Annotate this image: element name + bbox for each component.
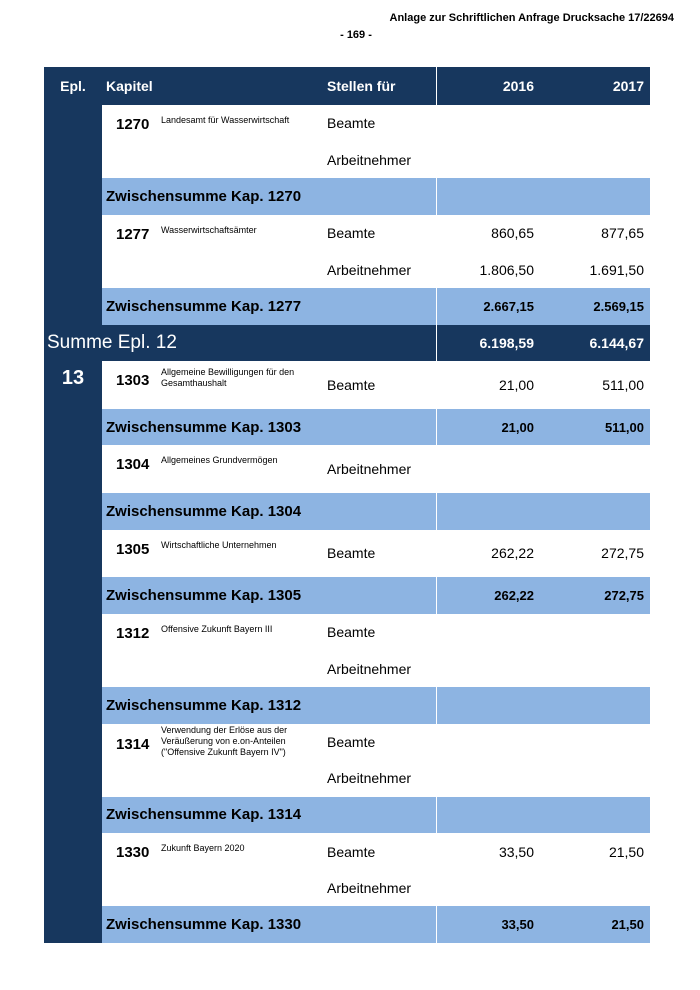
- value-2017: [540, 614, 650, 651]
- kapitel-description: Verwendung der Erlöse aus der Veräußerung von e.on-Anteilen ("Offensive Zukunft Bayern IV"): [161, 724, 288, 757]
- stellen-type: Arbeitnehmer: [327, 660, 412, 677]
- stellen-type: Arbeitnehmer: [327, 461, 412, 478]
- header-kapitel: Kapitel: [102, 67, 324, 105]
- table-row: [44, 833, 650, 870]
- kapitel-description: Wirtschaftliche Unternehmen: [161, 539, 277, 550]
- epl-total-2016: 6.198,59: [436, 325, 540, 362]
- subtotal-2016: [436, 178, 540, 215]
- header-stellen: Stellen für: [324, 67, 436, 105]
- value-2016: [436, 614, 540, 651]
- kapitel-number: 1304: [116, 456, 150, 474]
- value-2016: [436, 870, 540, 907]
- subtotal-2016: [436, 797, 540, 834]
- personnel-table: [44, 67, 650, 943]
- subtotal-2016: [436, 493, 540, 530]
- value-2016: [436, 760, 540, 797]
- value-2016: 262,22: [491, 545, 534, 562]
- subtotal-2017: [540, 178, 650, 215]
- subtotal-2016: 262,22: [436, 577, 540, 614]
- subtotal-label: Zwischensumme Kap. 1303: [106, 418, 302, 436]
- subtotal-label: Zwischensumme Kap. 1314: [106, 806, 302, 824]
- stellen-type: Arbeitnehmer: [327, 770, 412, 787]
- value-2016: [436, 445, 540, 493]
- value-2016: [436, 142, 540, 179]
- subtotal-2016: 21,00: [436, 409, 540, 446]
- kapitel-number: 1312: [116, 624, 150, 642]
- kapitel-number: 1305: [116, 540, 150, 558]
- epl-12-cell: [44, 105, 102, 325]
- table-row: [44, 105, 650, 142]
- value-2017: 511,00: [602, 376, 644, 393]
- kapitel-number: 1277: [116, 225, 150, 243]
- subtotal-label: Zwischensumme Kap. 1312: [106, 696, 302, 714]
- value-2016: 33,50: [498, 843, 534, 860]
- header-year-2016: 2016: [436, 67, 540, 105]
- value-2017: 272,75: [601, 545, 644, 562]
- value-2016: 1.806,50: [479, 261, 534, 278]
- subtotal-2017: [540, 797, 650, 834]
- table-row: [44, 445, 650, 493]
- subtotal-label: Zwischensumme Kap. 1330: [106, 916, 302, 934]
- subtotal-row: [44, 687, 650, 724]
- kapitel-description: Allgemeines Grundvermögen: [161, 455, 278, 466]
- document-reference: Anlage zur Schriftlichen Anfrage Drucksache 17/22694: [389, 12, 674, 24]
- table-header-row: [44, 67, 650, 105]
- epl-total-label: Summe Epl. 12: [44, 325, 436, 362]
- header-epl: Epl.: [44, 67, 102, 105]
- value-2016: 860,65: [491, 225, 534, 242]
- value-2017: [540, 105, 650, 142]
- epl-13-cell: [44, 361, 102, 943]
- kapitel-description: Allgemeine Bewilligungen für den Gesamthaushalt: [161, 367, 295, 389]
- subtotal-row: [44, 906, 650, 943]
- value-2017: 877,65: [601, 225, 644, 242]
- value-2017: [540, 142, 650, 179]
- kapitel-description: Offensive Zukunft Bayern III: [161, 623, 273, 634]
- stellen-type: Beamte: [327, 376, 376, 393]
- subtotal-2016: 2.667,15: [436, 288, 540, 325]
- table-row: [44, 724, 650, 761]
- value-2016: 21,00: [498, 376, 534, 393]
- kapitel-number: 1270: [116, 116, 150, 133]
- value-2017: [540, 724, 650, 761]
- stellen-type: Beamte: [327, 733, 376, 750]
- stellen-type: Beamte: [327, 225, 376, 242]
- subtotal-label: Zwischensumme Kap. 1270: [106, 187, 302, 205]
- subtotal-2017: 511,00: [604, 419, 644, 435]
- table-row: [44, 530, 650, 578]
- subtotal-2017: 272,75: [604, 587, 644, 603]
- subtotal-row: [44, 797, 650, 834]
- header-year-2017: 2017: [540, 67, 650, 105]
- kapitel-description: Zukunft Bayern 2020: [161, 843, 245, 854]
- stellen-type: Beamte: [327, 115, 376, 132]
- epl-number: 13: [61, 367, 85, 390]
- stellen-type: Beamte: [327, 843, 376, 860]
- subtotal-2017: 21,50: [611, 917, 644, 933]
- subtotal-2017: [540, 687, 650, 724]
- value-2017: [540, 760, 650, 797]
- subtotal-2017: 2.569,15: [593, 298, 644, 314]
- value-2016: [436, 724, 540, 761]
- kapitel-description: Landesamt für Wasserwirtschaft: [161, 115, 290, 125]
- kapitel-description: Wasserwirtschaftsämter: [161, 224, 257, 235]
- subtotal-label: Zwischensumme Kap. 1305: [106, 586, 302, 604]
- stellen-type: Arbeitnehmer: [327, 261, 412, 278]
- page-number: - 169 -: [340, 29, 372, 41]
- subtotal-label: Zwischensumme Kap. 1277: [106, 297, 302, 315]
- epl-total-row: [44, 325, 650, 362]
- subtotal-row: [44, 493, 650, 530]
- value-2017: 1.691,50: [589, 261, 644, 278]
- epl-total-2017: 6.144,67: [540, 325, 650, 362]
- subtotal-2016: [436, 687, 540, 724]
- table-row: [44, 215, 650, 252]
- kapitel-number: 1314: [116, 735, 150, 753]
- subtotal-row: [44, 178, 650, 215]
- stellen-type: Beamte: [327, 545, 376, 562]
- stellen-type: Beamte: [327, 624, 376, 641]
- subtotal-row: [44, 409, 650, 446]
- table-row: [44, 614, 650, 651]
- subtotal-2016: 33,50: [436, 906, 540, 943]
- stellen-type: Arbeitnehmer: [327, 880, 412, 897]
- subtotal-row: [44, 288, 650, 325]
- table-row: [44, 361, 650, 409]
- subtotal-2017: [540, 493, 650, 530]
- value-2017: [540, 650, 650, 687]
- value-2016: [436, 650, 540, 687]
- value-2017: [540, 870, 650, 907]
- value-2016: [436, 105, 540, 142]
- stellen-type: Arbeitnehmer: [327, 151, 412, 168]
- kapitel-number: 1303: [116, 372, 150, 390]
- kapitel-number: 1330: [116, 844, 150, 862]
- value-2017: 21,50: [608, 843, 644, 860]
- subtotal-row: [44, 577, 650, 614]
- value-2017: [540, 445, 650, 493]
- subtotal-label: Zwischensumme Kap. 1304: [106, 502, 302, 520]
